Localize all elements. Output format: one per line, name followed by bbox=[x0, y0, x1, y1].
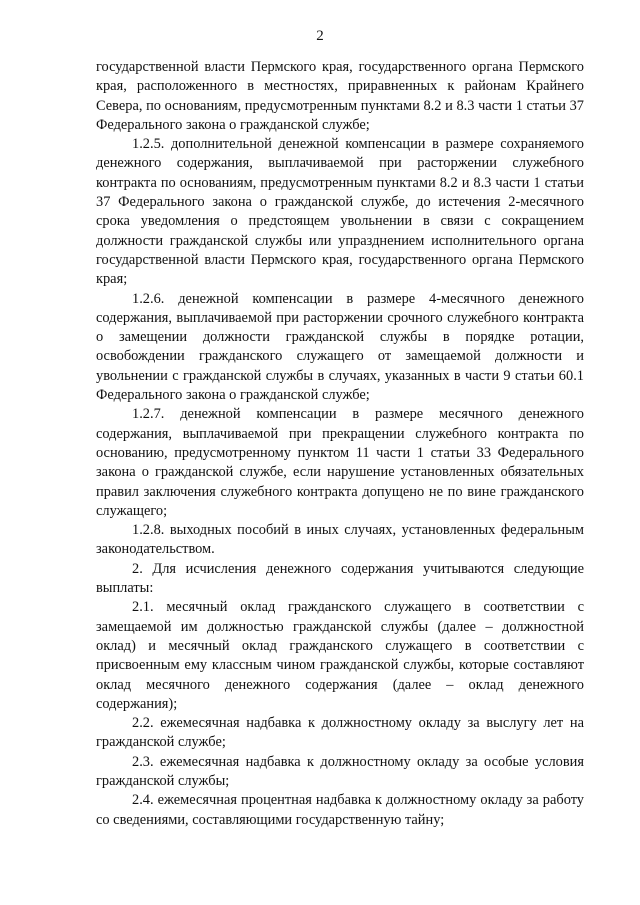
paragraph-2-1: 2.1. месячный оклад гражданского служащего в соответствии с замещаемой им должностью гражданской службы (далее – должностной оклад) и месячный оклад гражданского служащего в соответствии с присвоенным ему классным чином гражданской службы, которые составляют оклад месячного денежного содержания (далее – оклад денежного содержания); bbox=[96, 599, 584, 712]
paragraph-2: 2. Для исчисления денежного содержания учитываются следующие выплаты: bbox=[96, 560, 584, 597]
paragraph-1-2-7: 1.2.7. денежной компенсации в размере месячного денежного содержания, выплачиваемой при прекращении служебного контракта по основанию, предусмотренному пунктом 11 части 1 статьи 33 Федерального закона о гражданской службе, если нарушение установленных обязательных правил заключения служебного контракта допущено не по вине гражданского служащего; bbox=[96, 406, 584, 519]
page-number: 2 bbox=[316, 28, 324, 44]
paragraph-1-2-8: 1.2.8. выходных пособий в иных случаях, установленных федеральным законодательством. bbox=[96, 522, 584, 558]
document-body bbox=[96, 58, 584, 830]
paragraph-1-2-6: 1.2.6. денежной компенсации в размере 4-месячного денежного содержания, выплачиваемой при расторжении срочного служебного контракта о замещении должности гражданской службы в порядке ротации, освобождении гражданского служащего от замещаемой должности и увольнении с гражданской службы в случаях, указанных в части 9 статьи 60.1 Федерального закона о гражданской службе; bbox=[96, 290, 584, 404]
paragraph-continuation: государственной власти Пермского края, государственного органа Пермского края, расположенного в местностях, приравненных к районам Крайнего Севера, по основаниям, предусмотренным пунктами 8.2 и 8.3 части 1 статьи 37 Федерального закона о гражданской службе; bbox=[96, 59, 584, 133]
paragraph-2-4: 2.4. ежемесячная процентная надбавка к должностному окладу за работу со сведениями, составляющими государственную тайну; bbox=[96, 792, 584, 828]
paragraph-2-2: 2.2. ежемесячная надбавка к должностному окладу за выслугу лет на гражданской службе; bbox=[96, 715, 584, 751]
paragraph-2-3: 2.3. ежемесячная надбавка к должностному окладу за особые условия гражданской службы; bbox=[96, 753, 584, 789]
paragraph-1-2-5: 1.2.5. дополнительной денежной компенсации в размере сохраняемого денежного содержания, выплачиваемой при расторжении служебного контракта по основаниям, предусмотренным пунктами 8.2 и 8.3 части 1 статьи 37 Федерального закона о гражданской службе, до истечения 2-месячного срока уведомления о предстоящем увольнении в связи с сокращением должности гражданской службы или упразднением исполнительного органа государственной власти Пермского края, государственного органа Пермского края; bbox=[96, 136, 584, 288]
